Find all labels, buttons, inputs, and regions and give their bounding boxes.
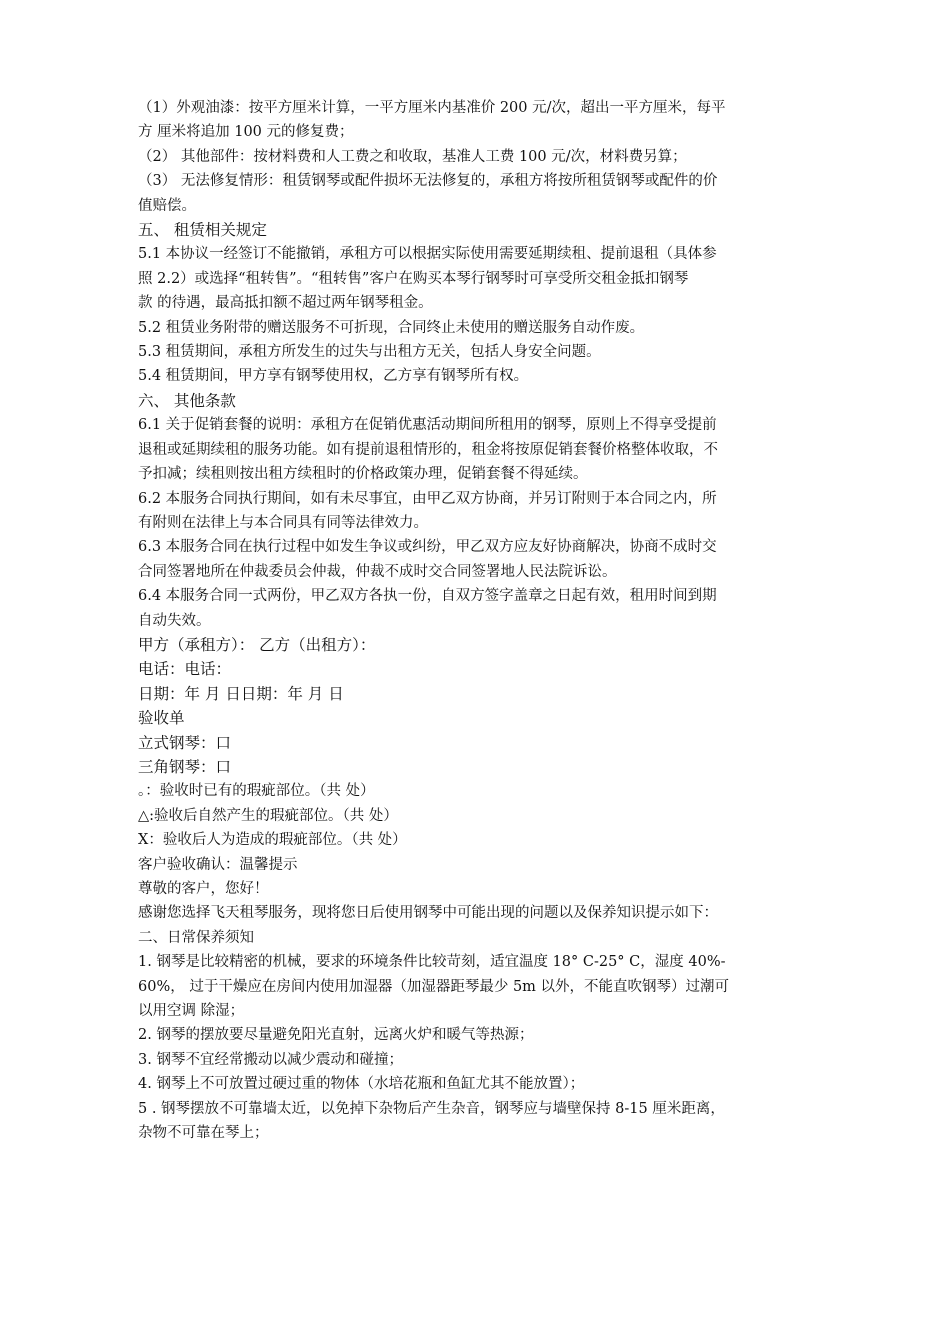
document-page: [138, 96, 818, 1145]
text-line: 感谢您选择飞天租琴服务，现将您日后使用钢琴中可能出现的问题以及保养知识提示如下：: [138, 905, 718, 922]
text-line: 5.4 租赁期间，甲方享有钢琴使用权，乙方享有钢琴所有权。: [138, 368, 529, 385]
text-line: 尊敬的客户，您好！: [138, 881, 269, 897]
text-line: 6.4 本服务合同一式两份，甲乙双方各执一份，自双方签字盖章之日起有效，租用时间到期: [138, 588, 717, 605]
text-line: 自动失效。: [138, 612, 211, 629]
text-line: 予扣减；续租则按出租方续租时的价格政策办理，促销套餐不得延续。: [138, 466, 588, 483]
text-line: 3. 钢琴不宜经常搬动以减少震动和碰撞；: [138, 1051, 403, 1068]
text-line: 5.3 租赁期间，承租方所发生的过失与出租方无关，包括人身安全问题。: [138, 344, 601, 361]
section-heading-care: 二、日常保养须知: [138, 929, 254, 946]
signature-parties: 甲方（承租方）： 乙方（出租方）：: [138, 635, 376, 654]
grand-piano-check: 三角钢琴：口: [138, 757, 232, 776]
text-line: 5 . 钢琴摆放不可靠墙太近，以免掉下杂物后产生杂音，钢琴应与墙壁保持 8-15 厘米距离，: [138, 1100, 725, 1117]
text-line: 客户验收确认：温馨提示: [138, 856, 298, 873]
text-line: 款 的待遇，最高抵扣额不超过两年钢琴租金。: [138, 295, 433, 312]
upright-piano-check: 立式钢琴：口: [138, 733, 232, 752]
text-line: 合同签署地所在仲裁委员会仲裁，仲裁不成时交合同签署地人民法院诉讼。: [138, 563, 617, 580]
text-line: 方 厘米将追加 100 元的修复费；: [138, 124, 354, 141]
text-line: 5.1 本协议一经签订不能撤销，承租方可以根据实际使用需要延期续租、提前退租（具体参: [138, 246, 717, 263]
acceptance-title: 验收单: [138, 709, 185, 728]
text-line: 。：验收时已有的瑕疵部位。（共 处）: [138, 783, 375, 800]
text-line: 有附则在法律上与本合同具有同等法律效力。: [138, 514, 428, 531]
text-line: 杂物不可靠在琴上；: [138, 1125, 269, 1142]
text-line: 5.2 租赁业务附带的赠送服务不可折现，合同终止未使用的赠送服务自动作废。: [138, 319, 645, 336]
text-line: 1. 钢琴是比较精密的机械，要求的环境条件比较苛刻，适宜温度 18° C-25° C，湿度 40%-: [138, 954, 726, 971]
text-line: 2. 钢琴的摆放要尽量避免阳光直射，远离火炉和暖气等热源；: [138, 1027, 534, 1044]
section-heading-six: 六、 其他条款: [138, 391, 236, 410]
text-line: 6.2 本服务合同执行期间，如有未尽事宜，由甲乙双方协商，并另订附则于本合同之内，所: [138, 490, 717, 507]
signature-phone: 电话：电话：: [138, 660, 232, 679]
text-line: 照 2.2）或选择“租转售”。“租转售”客户在购买本琴行钢琴时可享受所交租金抵扣钢琴: [138, 270, 689, 287]
text-line: （1）外观油漆：按平方厘米计算，一平方厘米内基准价 200 元/次，超出一平方厘米，每平: [138, 100, 726, 116]
text-line: 以用空调 除湿；: [138, 1003, 245, 1020]
text-line: 6.3 本服务合同在执行过程中如发生争议或纠纷，甲乙双方应友好协商解决，协商不成时交: [138, 539, 717, 556]
text-line: X：验收后人为造成的瑕疵部位。（共 处）: [138, 832, 407, 849]
signature-date: 日期：年 月 日日期：年 月 日: [138, 684, 344, 703]
text-line: △:验收后自然产生的瑕疵部位。（共 处）: [138, 807, 398, 824]
text-line: 60%， 过于干燥应在房间内使用加湿器（加湿器距琴最少 5m 以外，不能直吹钢琴）过潮可: [138, 978, 730, 995]
section-heading-five: 五、 租赁相关规定: [138, 221, 267, 240]
text-line: 退租或延期续租的服务功能。如有提前退租情形的，租金将按原促销套餐价格整体收取，不: [138, 441, 718, 458]
text-line: （2） 其他部件：按材料费和人工费之和收取，基准人工费 100 元/次，材料费另算；: [138, 148, 687, 165]
text-line: 6.1 关于促销套餐的说明：承租方在促销优惠活动期间所租用的钢琴，原则上不得享受提前: [138, 417, 717, 434]
text-line: （3） 无法修复情形：租赁钢琴或配件损坏无法修复的，承租方将按所租赁钢琴或配件的价: [138, 173, 718, 190]
text-line: 值赔偿。: [138, 197, 196, 214]
text-line: 4. 钢琴上不可放置过硬过重的物体（水培花瓶和鱼缸尤其不能放置）；: [138, 1076, 585, 1093]
